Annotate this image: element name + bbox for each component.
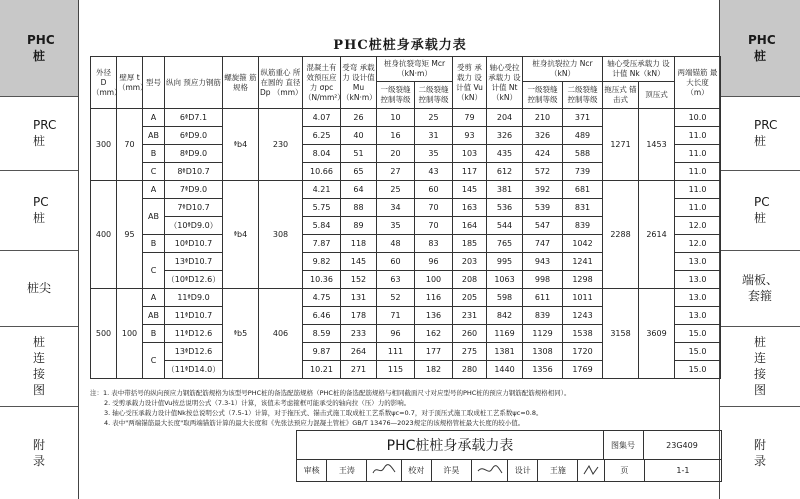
review-label: 审核 — [297, 459, 327, 481]
cell-n2: 1011 — [563, 289, 603, 307]
right-tab-prc-label: PRC桩 — [754, 118, 778, 148]
table-row — [91, 109, 721, 127]
right-tab-column — [719, 0, 800, 499]
check-signature-mark — [476, 463, 504, 477]
right-tab-prc[interactable] — [720, 96, 800, 171]
cell-sigma: 7.87 — [303, 235, 341, 253]
cell-len: 11.0 — [675, 199, 721, 217]
cell-m1: 34 — [377, 199, 415, 217]
header-shear-capacity: 受剪 承载力 设计值 Vu （kN） — [453, 57, 487, 109]
header-bar-circle: 纵筋重心 所在圆的 直径 Dp （mm） — [259, 57, 303, 109]
cell-type: B — [143, 235, 165, 253]
cell-sigma: 4.75 — [303, 289, 341, 307]
header-max-length: 两端锚筋 最大长度 （m） — [675, 57, 721, 109]
cell-sigma: 6.25 — [303, 127, 341, 145]
right-tab-phc-label: PHC桩 — [748, 33, 776, 63]
cell-nt: 326 — [487, 127, 523, 145]
cell-vu: 79 — [453, 109, 487, 127]
cell-type: A — [143, 181, 165, 199]
cell-m2: 35 — [415, 145, 453, 163]
sheet — [90, 34, 718, 442]
cell-len: 13.0 — [675, 289, 721, 307]
cell-n2: 371 — [563, 109, 603, 127]
cell-mu: 40 — [341, 127, 377, 145]
cell-mu: 178 — [341, 307, 377, 325]
cell-mu: 131 — [341, 289, 377, 307]
header-prestress-bar: 纵向 预应力钢筋 — [165, 57, 223, 109]
cell-vu: 185 — [453, 235, 487, 253]
cell-sigma: 10.21 — [303, 361, 341, 379]
cell-n1: 1356 — [523, 361, 563, 379]
cell-n1: 539 — [523, 199, 563, 217]
page-label: 页 — [605, 459, 645, 481]
cell-m1: 115 — [377, 361, 415, 379]
cell-bar: 11ᶲD9.0 — [165, 289, 223, 307]
cell-n2: 831 — [563, 199, 603, 217]
cell-m1: 25 — [377, 181, 415, 199]
cell-len: 11.0 — [675, 181, 721, 199]
cell-comp-press: 1453 — [639, 109, 675, 181]
cell-len: 11.0 — [675, 163, 721, 181]
cell-m1: 35 — [377, 217, 415, 235]
cell-len: 15.0 — [675, 361, 721, 379]
cell-n2: 1241 — [563, 253, 603, 271]
capacity-table — [90, 56, 721, 379]
cell-m1: 10 — [377, 109, 415, 127]
cell-nt: 544 — [487, 217, 523, 235]
cell-vu: 163 — [453, 199, 487, 217]
cell-nt: 1063 — [487, 271, 523, 289]
cell-vu: 205 — [453, 289, 487, 307]
left-tab-pc-label: PC桩 — [33, 195, 49, 225]
right-tab-endplate[interactable] — [720, 250, 800, 327]
cell-mu: 264 — [341, 343, 377, 361]
left-tab-appendix[interactable] — [0, 406, 78, 499]
cell-type: AB — [143, 127, 165, 145]
cell-vu: 117 — [453, 163, 487, 181]
cell-vu: 275 — [453, 343, 487, 361]
cell-n1: 1308 — [523, 343, 563, 361]
cell-diameter: 500 — [91, 289, 117, 379]
cell-n1: 998 — [523, 271, 563, 289]
cell-vu: 164 — [453, 217, 487, 235]
header-diameter: 外径 D （mm） — [91, 57, 117, 109]
cell-len: 11.0 — [675, 145, 721, 163]
cell-bar: （10ᶲD12.6） — [165, 271, 223, 289]
header-type: 型号 — [143, 57, 165, 109]
header-effective-prestress: 混凝土有 效预压应 力 σpc （N/mm²） — [303, 57, 341, 109]
header-wall: 壁厚 t （mm） — [117, 57, 143, 109]
check-signature — [472, 459, 508, 481]
cell-bar: 8ᶲD9.0 — [165, 145, 223, 163]
cell-mu: 152 — [341, 271, 377, 289]
cell-mu: 233 — [341, 325, 377, 343]
atlas-number-value: 23G409 — [643, 431, 721, 460]
cell-len: 11.0 — [675, 127, 721, 145]
cell-bar: 10ᶲD10.7 — [165, 235, 223, 253]
cell-nt: 842 — [487, 307, 523, 325]
table-row — [91, 289, 721, 307]
cell-sigma: 4.21 — [303, 181, 341, 199]
header-compression: 轴心受压承载力 设计值 Nk（kN） — [603, 57, 675, 82]
cell-bar: 7ᶲD10.7 — [165, 199, 223, 217]
cell-mu: 89 — [341, 217, 377, 235]
left-tab-phc-label: PHC桩 — [27, 33, 55, 63]
cell-diameter: 300 — [91, 109, 117, 181]
title-block-signature-row — [297, 459, 721, 481]
cell-type: B — [143, 325, 165, 343]
cell-nt: 536 — [487, 199, 523, 217]
cell-nt: 381 — [487, 181, 523, 199]
cell-sigma: 4.07 — [303, 109, 341, 127]
cell-mu: 64 — [341, 181, 377, 199]
cell-m2: 177 — [415, 343, 453, 361]
cell-m2: 182 — [415, 361, 453, 379]
cell-nt: 1381 — [487, 343, 523, 361]
left-tab-tip-label: 桩尖 — [27, 281, 52, 295]
cell-sigma: 10.36 — [303, 271, 341, 289]
table-row — [91, 181, 721, 199]
cell-type: A — [143, 109, 165, 127]
cell-circle: 230 — [259, 109, 303, 181]
cell-nt: 435 — [487, 145, 523, 163]
cell-bar: （11ᶲD14.0） — [165, 361, 223, 379]
cell-bar: 11ᶲD10.7 — [165, 307, 223, 325]
cell-m2: 96 — [415, 253, 453, 271]
atlas-number-label: 图集号 — [603, 431, 644, 460]
note-3: 3. 轴心受压承载力设计值Nk按总说明公式（7.5-1）计算，对于拖压式、锚击式施工取成桩工艺系数ψc=0.7，对于顶压式施工取成桩工艺系数ψc=0.8。 — [104, 409, 543, 417]
cell-n1: 839 — [523, 307, 563, 325]
cell-vu: 260 — [453, 325, 487, 343]
cell-n2: 489 — [563, 127, 603, 145]
title-block — [296, 430, 722, 482]
cell-vu: 93 — [453, 127, 487, 145]
cell-mu: 145 — [341, 253, 377, 271]
cell-m1: 20 — [377, 145, 415, 163]
cell-sigma: 10.66 — [303, 163, 341, 181]
cell-bar: 11ᶲD12.6 — [165, 325, 223, 343]
cell-m1: 52 — [377, 289, 415, 307]
notes — [90, 388, 710, 428]
cell-m1: 16 — [377, 127, 415, 145]
design-label: 设计 — [508, 459, 538, 481]
cell-bar: （10ᶲD9.0） — [165, 217, 223, 235]
cell-m1: 71 — [377, 307, 415, 325]
cell-n1: 547 — [523, 217, 563, 235]
design-signature — [578, 459, 604, 481]
cell-n2: 1720 — [563, 343, 603, 361]
cell-n2: 588 — [563, 145, 603, 163]
cell-mu: 118 — [341, 235, 377, 253]
cell-n1: 943 — [523, 253, 563, 271]
cell-bar: 6ᶲD9.0 — [165, 127, 223, 145]
cell-n2: 1769 — [563, 361, 603, 379]
right-tab-appendix[interactable] — [720, 406, 800, 499]
cell-vu: 145 — [453, 181, 487, 199]
cell-m2: 25 — [415, 109, 453, 127]
table-title: PHC桩桩身承载力表 — [333, 38, 467, 53]
cell-comp-press: 3609 — [639, 289, 675, 379]
cell-n1: 326 — [523, 127, 563, 145]
cell-m1: 96 — [377, 325, 415, 343]
cell-vu: 231 — [453, 307, 487, 325]
cell-n2: 839 — [563, 217, 603, 235]
cell-type: C — [143, 253, 165, 289]
header-spiral-bar: 螺旋箍 筋规格 — [223, 57, 259, 109]
cell-nt: 765 — [487, 235, 523, 253]
cell-n2: 1042 — [563, 235, 603, 253]
cell-type: AB — [143, 199, 165, 235]
cell-len: 12.0 — [675, 235, 721, 253]
right-tab-pc[interactable] — [720, 170, 800, 251]
cell-bar: 7ᶲD9.0 — [165, 181, 223, 199]
cell-m2: 60 — [415, 181, 453, 199]
right-tab-connection[interactable] — [720, 326, 800, 407]
cell-nt: 612 — [487, 163, 523, 181]
cell-diameter: 400 — [91, 181, 117, 289]
cell-n1: 747 — [523, 235, 563, 253]
left-tab-appendix-label: 附录 — [33, 437, 46, 468]
right-tab-appendix-label: 附录 — [754, 437, 767, 468]
design-signature-mark — [581, 463, 601, 477]
cell-n1: 210 — [523, 109, 563, 127]
cell-len: 15.0 — [675, 343, 721, 361]
cell-m2: 70 — [415, 217, 453, 235]
right-tab-phc[interactable] — [720, 0, 800, 97]
cell-m1: 111 — [377, 343, 415, 361]
cell-sigma: 5.84 — [303, 217, 341, 235]
cell-comp-mech: 3158 — [603, 289, 639, 379]
cell-nt: 995 — [487, 253, 523, 271]
left-tab-tip[interactable] — [0, 250, 78, 327]
cell-wall: 70 — [117, 109, 143, 181]
cell-circle: 406 — [259, 289, 303, 379]
cell-sigma: 9.82 — [303, 253, 341, 271]
cell-m2: 83 — [415, 235, 453, 253]
cell-comp-mech: 1271 — [603, 109, 639, 181]
left-tab-phc[interactable] — [0, 0, 78, 97]
cell-mu: 26 — [341, 109, 377, 127]
note-2: 2. 受剪承载力设计值Vu按总说明公式（7.3-1）计算，该值未考虑箍框可能承受的轴向拉（压）力的影响。 — [104, 399, 411, 407]
cell-wall: 95 — [117, 181, 143, 289]
cell-wall: 100 — [117, 289, 143, 379]
cell-n2: 1538 — [563, 325, 603, 343]
cell-n1: 1129 — [523, 325, 563, 343]
cell-n1: 572 — [523, 163, 563, 181]
note-1: 注：1. 表中带括号的纵向预应力钢筋配筋规格为该型号PHC桩的备选配筋规格（PHC桩的备选配筋规格与相同截面尺寸对应型号的PHC桩的预应力钢筋配筋规格相同）。 — [90, 389, 571, 397]
cell-n1: 392 — [523, 181, 563, 199]
cell-comp-press: 2614 — [639, 181, 675, 289]
cell-spiral: ᶲb4 — [223, 181, 259, 289]
cell-nt: 598 — [487, 289, 523, 307]
cell-vu: 280 — [453, 361, 487, 379]
review-signature — [367, 459, 401, 481]
cell-mu: 88 — [341, 199, 377, 217]
left-tab-connection[interactable] — [0, 326, 78, 407]
cell-mu: 51 — [341, 145, 377, 163]
header-crack-tension: 桩身抗裂拉力 Ncr（kN） — [523, 57, 603, 82]
cell-type: C — [143, 343, 165, 379]
left-tab-prc[interactable] — [0, 96, 78, 171]
cell-sigma: 8.59 — [303, 325, 341, 343]
cell-n2: 1298 — [563, 271, 603, 289]
cell-m1: 63 — [377, 271, 415, 289]
check-label: 校对 — [402, 459, 432, 481]
left-tab-prc-label: PRC桩 — [33, 118, 57, 148]
cell-mu: 271 — [341, 361, 377, 379]
cell-m1: 48 — [377, 235, 415, 253]
cell-len: 15.0 — [675, 325, 721, 343]
header-crack-tension-g1: 一级裂缝 控制等级 — [523, 82, 563, 109]
right-tab-connection-label: 桩连接图 — [754, 335, 767, 397]
cell-type: C — [143, 163, 165, 181]
cell-m2: 116 — [415, 289, 453, 307]
cell-m1: 60 — [377, 253, 415, 271]
header-crack-moment-g1: 一级裂缝 控制等级 — [377, 82, 415, 109]
cell-m2: 43 — [415, 163, 453, 181]
left-tab-column — [0, 0, 79, 499]
cell-len: 13.0 — [675, 253, 721, 271]
cell-sigma: 8.04 — [303, 145, 341, 163]
check-name: 许昊 — [432, 459, 472, 481]
cell-m2: 136 — [415, 307, 453, 325]
cell-bar: 13ᶲD10.7 — [165, 253, 223, 271]
cell-m2: 70 — [415, 199, 453, 217]
cell-len: 13.0 — [675, 271, 721, 289]
review-signature-mark — [371, 463, 397, 477]
review-name: 王涛 — [327, 459, 367, 481]
header-compression-press: 顶压式 — [639, 82, 675, 109]
cell-vu: 203 — [453, 253, 487, 271]
cell-bar: 13ᶲD12.6 — [165, 343, 223, 361]
cell-sigma: 6.46 — [303, 307, 341, 325]
cell-bar: 6ᶲD7.1 — [165, 109, 223, 127]
cell-spiral: ᶲb4 — [223, 109, 259, 181]
cell-circle: 308 — [259, 181, 303, 289]
header-crack-moment: 桩身抗裂弯矩 Mcr（kN·m） — [377, 57, 453, 82]
header-bending-capacity: 受弯 承载力 设计值Mu （kN·m） — [341, 57, 377, 109]
cell-bar: 8ᶲD10.7 — [165, 163, 223, 181]
design-name: 王施 — [538, 459, 578, 481]
cell-n2: 739 — [563, 163, 603, 181]
right-tab-pc-label: PC桩 — [754, 195, 770, 225]
cell-vu: 208 — [453, 271, 487, 289]
cell-type: A — [143, 289, 165, 307]
cell-n2: 681 — [563, 181, 603, 199]
title-block-title: PHC桩桩身承载力表 — [297, 431, 604, 460]
cell-type: AB — [143, 307, 165, 325]
cell-nt: 204 — [487, 109, 523, 127]
cell-nt: 1169 — [487, 325, 523, 343]
cell-len: 10.0 — [675, 109, 721, 127]
cell-m2: 100 — [415, 271, 453, 289]
cell-m1: 27 — [377, 163, 415, 181]
right-tab-endplate-label: 端板、套箍 — [742, 273, 779, 303]
header-crack-moment-g2: 二级裂缝 控制等级 — [415, 82, 453, 109]
note-4: 4. 表中"两端锚筋最大长度"取两端锚筋计算的最大长度和《先张法预应力混凝土管桩》GB/T 13476—2023规定的该规格管桩最大长度的较小值。 — [104, 419, 525, 427]
cell-n1: 424 — [523, 145, 563, 163]
cell-vu: 103 — [453, 145, 487, 163]
header-crack-tension-g2: 二级裂缝 控制等级 — [563, 82, 603, 109]
cell-type: B — [143, 145, 165, 163]
cell-comp-mech: 2288 — [603, 181, 639, 289]
cell-mu: 65 — [341, 163, 377, 181]
cell-n2: 1243 — [563, 307, 603, 325]
cell-n1: 611 — [523, 289, 563, 307]
header-compression-mech: 拖压式 锚击式 — [603, 82, 639, 109]
page-value: 1-1 — [676, 465, 690, 475]
cell-m2: 162 — [415, 325, 453, 343]
cell-len: 12.0 — [675, 217, 721, 235]
cell-sigma: 5.75 — [303, 199, 341, 217]
cell-spiral: ᶲb5 — [223, 289, 259, 379]
cell-len: 13.0 — [675, 307, 721, 325]
header-tension-capacity: 轴心受拉 承载力 设计值 Nt （kN） — [487, 57, 523, 109]
cell-m2: 31 — [415, 127, 453, 145]
left-tab-connection-label: 桩连接图 — [33, 335, 46, 397]
left-tab-pc[interactable] — [0, 170, 78, 251]
cell-nt: 1440 — [487, 361, 523, 379]
cell-sigma: 9.87 — [303, 343, 341, 361]
